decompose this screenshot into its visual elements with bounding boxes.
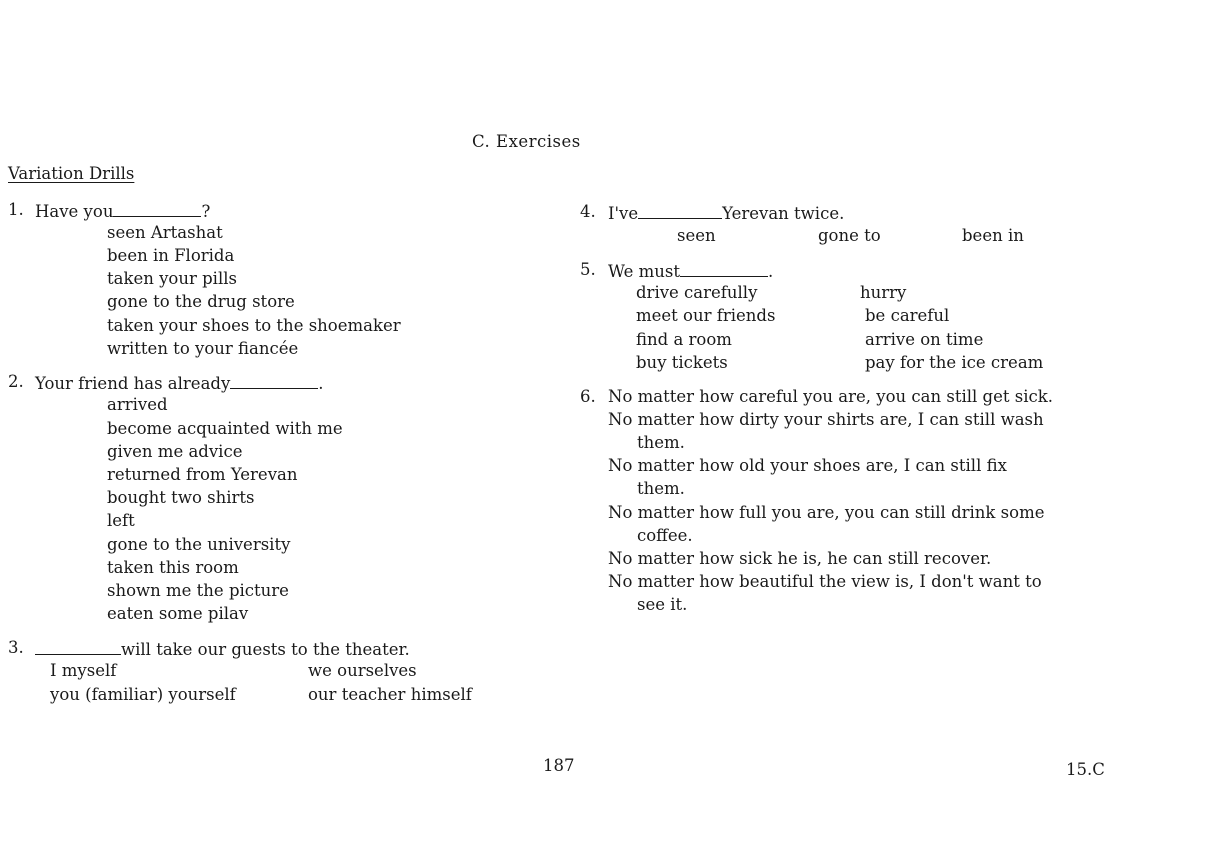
sentence-line: No matter how old your shoes are, I can still fix xyxy=(608,456,1007,475)
option-item: seen Artashat xyxy=(107,223,223,242)
option-item: arrived xyxy=(107,395,168,414)
prompt-text: We must xyxy=(608,262,680,281)
sentence-line: them. xyxy=(637,479,685,498)
answer-blank xyxy=(113,202,201,217)
option-item: our teacher himself xyxy=(308,685,472,704)
prompt-text: . xyxy=(318,374,324,393)
option-item: been in Florida xyxy=(107,246,235,265)
option-item: eaten some pilav xyxy=(107,604,249,623)
sentence-line: No matter how full you are, you can still drink some xyxy=(608,503,1045,522)
option-item: gone to the university xyxy=(107,535,291,554)
answer-blank xyxy=(35,640,121,655)
exercise-prompt xyxy=(35,374,324,393)
sentence-line: coffee. xyxy=(637,526,693,545)
exercise-number: 5. xyxy=(580,260,596,279)
prompt-text: . xyxy=(768,262,774,281)
answer-blank xyxy=(230,374,318,389)
option-item: taken this room xyxy=(107,558,239,577)
exercise-prompt xyxy=(608,204,844,223)
option-item: left xyxy=(107,511,135,530)
prompt-text: Yerevan twice. xyxy=(722,204,845,223)
option-item: written to your fiancée xyxy=(107,339,299,358)
answer-blank xyxy=(638,204,722,219)
sentence-line: see it. xyxy=(637,595,688,614)
section-code: 15.C xyxy=(1066,760,1105,779)
prompt-text: I've xyxy=(608,204,639,223)
option-item: buy tickets xyxy=(636,353,728,372)
option-item: gone to the drug store xyxy=(107,292,295,311)
option-item: been in xyxy=(962,226,1024,245)
prompt-text: ? xyxy=(201,202,211,221)
option-item: drive carefully xyxy=(636,283,758,302)
option-item: given me advice xyxy=(107,442,243,461)
option-item: gone to xyxy=(818,226,881,245)
option-item: find a room xyxy=(636,330,732,349)
exercise-number: 3. xyxy=(8,638,24,657)
sentence-line: No matter how dirty your shirts are, I can still wash xyxy=(608,410,1044,429)
exercise-number: 4. xyxy=(580,202,596,221)
sentence-line: them. xyxy=(637,433,685,452)
page-number: 187 xyxy=(543,756,575,775)
option-item: meet our friends xyxy=(636,306,776,325)
exercise-number: 1. xyxy=(8,200,24,219)
sentence-line: No matter how sick he is, he can still recover. xyxy=(608,549,992,568)
exercise-prompt xyxy=(35,640,410,659)
option-item: you (familiar) yourself xyxy=(50,685,236,704)
exercise-prompt xyxy=(35,202,210,221)
section-title: Variation Drills xyxy=(8,164,135,183)
option-item: seen xyxy=(677,226,716,245)
prompt-text: will take our guests to the theater. xyxy=(121,640,410,659)
sentence-line: No matter how careful you are, you can still get sick. xyxy=(608,387,1053,406)
option-item: be careful xyxy=(865,306,950,325)
option-item: become acquainted with me xyxy=(107,419,343,438)
option-item: returned from Yerevan xyxy=(107,465,298,484)
page-title: C. Exercises xyxy=(472,132,581,151)
exercise-prompt xyxy=(608,262,773,281)
prompt-text: Your friend has already xyxy=(35,374,231,393)
option-item: arrive on time xyxy=(865,330,984,349)
option-item: I myself xyxy=(50,661,117,680)
exercise-number: 2. xyxy=(8,372,24,391)
option-item: pay for the ice cream xyxy=(865,353,1044,372)
exercise-number: 6. xyxy=(580,387,596,406)
option-item: hurry xyxy=(860,283,907,302)
sentence-line: No matter how beautiful the view is, I don't want to xyxy=(608,572,1042,591)
option-item: bought two shirts xyxy=(107,488,255,507)
prompt-text: Have you xyxy=(35,202,114,221)
option-item: we ourselves xyxy=(308,661,417,680)
option-item: taken your pills xyxy=(107,269,237,288)
option-item: taken your shoes to the shoemaker xyxy=(107,316,401,335)
answer-blank xyxy=(680,262,768,277)
option-item: shown me the picture xyxy=(107,581,289,600)
